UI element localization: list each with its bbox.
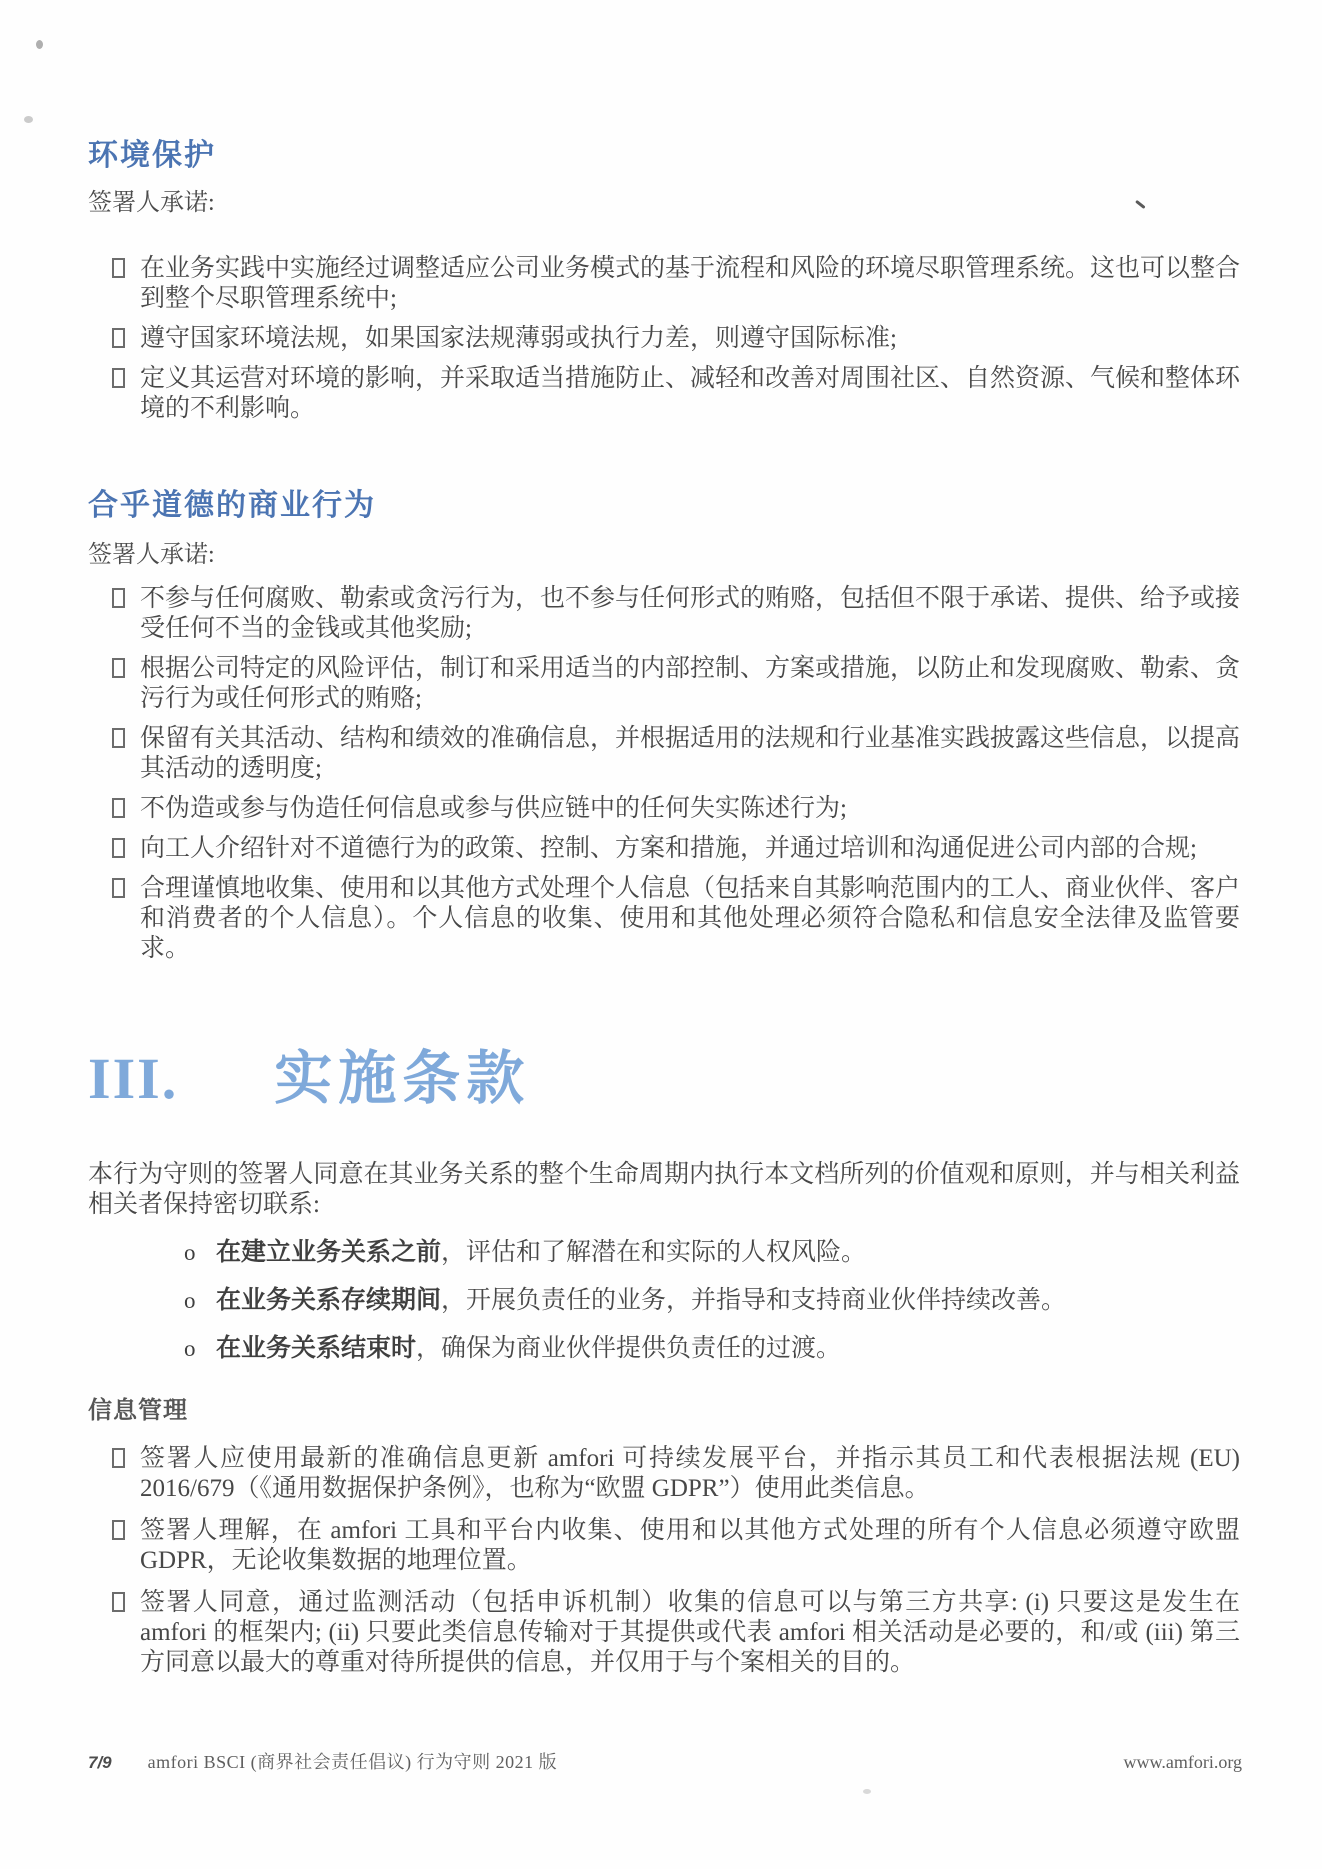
square-bullet-icon (112, 728, 125, 748)
bullet-text: 签署人应使用最新的准确信息更新 amfori 可持续发展平台，并指示其员工和代表根据法规 (EU) 2016/679（《通用数据保护条例》，也称为“欧盟 GDPR”）使用此类信息。 (140, 1445, 1240, 1502)
page-footer (88, 1748, 1242, 1774)
milestone-text (216, 1286, 1066, 1316)
milestone-rest: ，开展负责任的业务，并指导和支持商业伙伴持续改善。 (441, 1287, 1067, 1314)
list-item (88, 584, 1240, 644)
chapter-heading-implementation (88, 1048, 1240, 1110)
list-item (88, 1334, 1240, 1364)
list-item (88, 654, 1240, 714)
square-bullet-icon (112, 258, 125, 278)
square-bullet-icon (112, 1592, 125, 1612)
square-bullet-icon (112, 1520, 125, 1540)
square-bullet-icon (112, 658, 125, 678)
list-item (88, 1516, 1240, 1576)
list-item (88, 1286, 1240, 1316)
list-item (88, 794, 1240, 824)
bullet-text: 保留有关其活动、结构和绩效的准确信息，并根据适用的法规和行业基准实践披露这些信息，以提高其活动的透明度; (140, 725, 1241, 782)
bullet-text: 合理谨慎地收集、使用和以其他方式处理个人信息（包括来自其影响范围内的工人、商业伙伴、客户和消费者的个人信息）。个人信息的收集、使用和其他处理必须符合隐私和信息安全法律及监管要求。 (140, 875, 1241, 962)
scan-speck (36, 40, 43, 49)
implementation-paragraph: 本行为守则的签署人同意在其业务关系的整个生命周期内执行本文档所列的价值观和原则，并与相关利益相关者保持密切联系: (88, 1161, 1240, 1218)
square-bullet-icon (112, 368, 125, 388)
circle-bullet-icon: o (184, 1336, 196, 1361)
milestone-text (216, 1238, 866, 1268)
list-item (88, 724, 1240, 784)
bullet-text: 定义其运营对环境的影响，并采取适当措施防止、减轻和改善对周围社区、自然资源、气候和整体环境的不利影响。 (140, 365, 1241, 422)
circle-bullet-icon: o (184, 1240, 196, 1265)
implementation-milestone-list (88, 1238, 1240, 1364)
bullet-text: 不伪造或参与伪造任何信息或参与供应链中的任何失实陈述行为; (140, 795, 847, 822)
milestone-rest: ，评估和了解潜在和实际的人权风险。 (441, 1239, 867, 1266)
environment-bullet-list (88, 254, 1240, 424)
bullet-text: 不参与任何腐败、勒索或贪污行为，也不参与任何形式的贿赂，包括但不限于承诺、提供、给予或接受任何不当的金钱或其他奖励; (140, 585, 1241, 642)
page-content (88, 0, 1240, 1690)
square-bullet-icon (112, 878, 125, 898)
bullet-text: 签署人理解，在 amfori 工具和平台内收集、使用和以其他方式处理的所有个人信息必须遵守欧盟 GDPR，无论收集数据的地理位置。 (140, 1517, 1240, 1574)
milestone-text (216, 1334, 841, 1364)
bullet-text: 向工人介绍针对不道德行为的政策、控制、方案和措施，并通过培训和沟通促进公司内部的合规; (140, 835, 1197, 862)
ethical-business-bullet-list (88, 584, 1240, 964)
bullet-text: 在业务实践中实施经过调整适应公司业务模式的基于流程和风险的环境尽职管理系统。这也可以整合到整个尽职管理系统中; (140, 255, 1241, 312)
list-item (88, 1588, 1240, 1678)
scan-speck (24, 116, 33, 123)
signatory-intro-ethical-business: 签署人承诺: (88, 542, 215, 568)
information-management-bullet-list (88, 1444, 1240, 1678)
chapter-number: III. (88, 1046, 179, 1111)
list-item (88, 324, 1240, 354)
milestone-lead: 在建立业务关系之前 (216, 1239, 442, 1266)
list-item (88, 254, 1240, 314)
list-item (88, 1238, 1240, 1268)
section-heading-ethical-business: 合乎道德的商业行为 (88, 489, 376, 522)
circle-bullet-icon: o (184, 1288, 196, 1313)
list-item (88, 874, 1240, 964)
square-bullet-icon (112, 328, 125, 348)
bullet-text: 签署人同意，通过监测活动（包括申诉机制）收集的信息可以与第三方共享: (i) 只要这是发生在 amfori 的框架内; (ii) 只要此类信息传输对于其提供或代表 amfori 相关活动是必要的，和/或 (iii) 第三方同意以最大的尊重对待所提供的信息，并仅用于与个案相关的目的。 (140, 1589, 1240, 1676)
section-heading-environment: 环境保护 (88, 139, 216, 172)
footer-website: www.amfori.org (1123, 1752, 1242, 1772)
page-number: 7/9 (88, 1753, 112, 1772)
bullet-text: 遵守国家环境法规，如果国家法规薄弱或执行力差，则遵守国际标准; (140, 325, 897, 352)
list-item (88, 1444, 1240, 1504)
milestone-lead: 在业务关系存续期间 (216, 1287, 442, 1314)
milestone-rest: ，确保为商业伙伴提供负责任的过渡。 (416, 1335, 842, 1362)
scan-speck (863, 1789, 871, 1794)
milestone-lead: 在业务关系结束时 (216, 1335, 417, 1362)
square-bullet-icon (112, 798, 125, 818)
signatory-intro-environment: 签署人承诺: (88, 190, 215, 216)
square-bullet-icon (112, 1448, 125, 1468)
section-heading-information-management: 信息管理 (88, 1398, 188, 1424)
square-bullet-icon (112, 838, 125, 858)
chapter-title: 实施条款 (274, 1046, 531, 1111)
square-bullet-icon (112, 588, 125, 608)
list-item (88, 364, 1240, 424)
bullet-text: 根据公司特定的风险评估，制订和采用适当的内部控制、方案或措施，以防止和发现腐败、勒索、贪污行为或任何形式的贿赂; (140, 655, 1241, 712)
footer-document-title: amfori BSCI (商界社会责任倡议) 行为守则 2021 版 (147, 1752, 558, 1772)
list-item (88, 834, 1240, 864)
